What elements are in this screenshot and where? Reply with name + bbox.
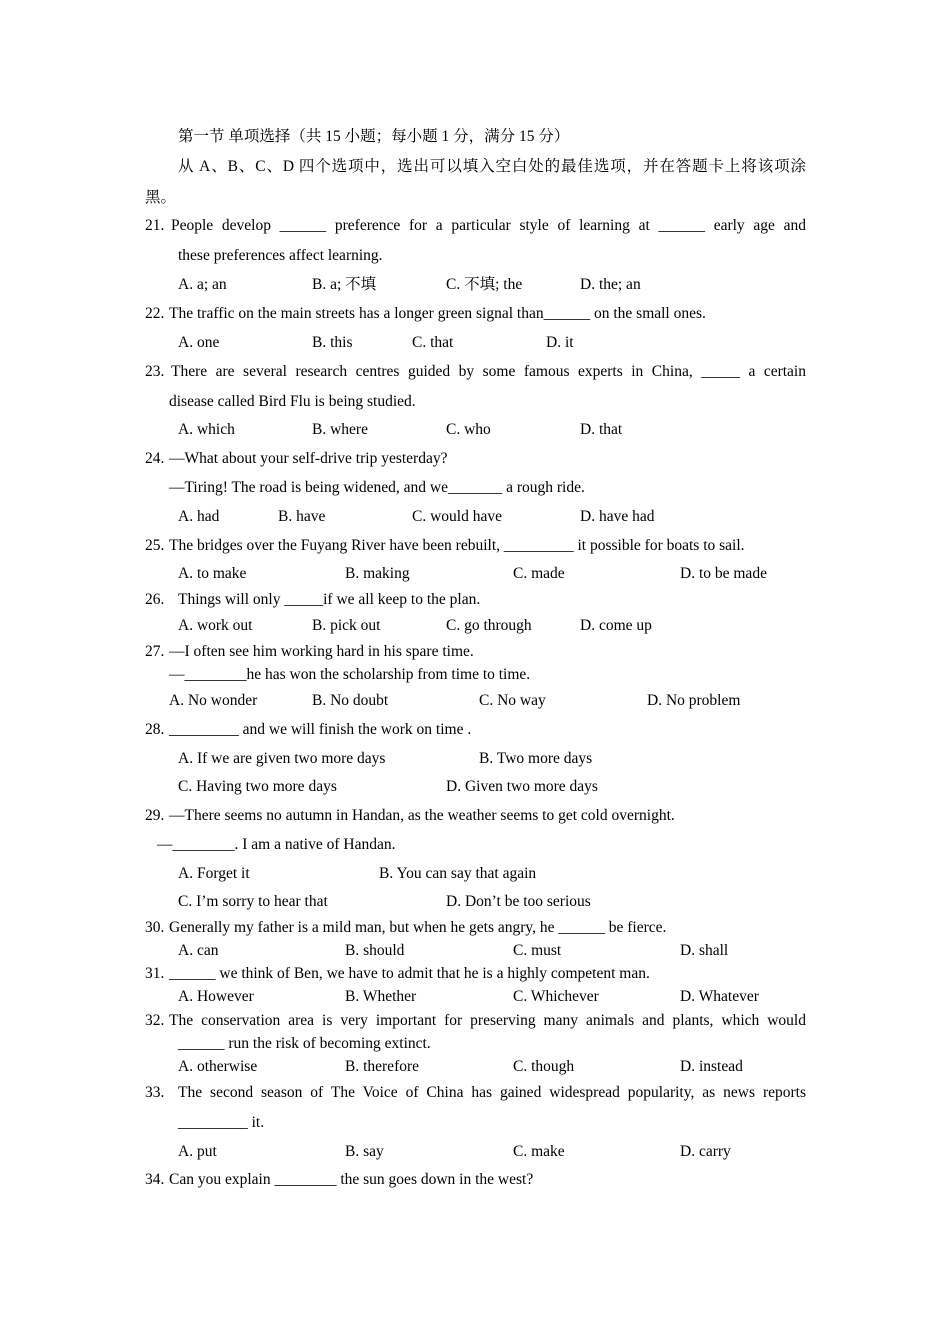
- option-d: D. Given two more days: [446, 778, 598, 795]
- option-d: D. carry: [680, 1143, 731, 1160]
- option-c: C. go through: [446, 617, 532, 634]
- option-a: A. to make: [178, 565, 247, 582]
- question-stem: —I often see him working hard in his spare time.: [169, 643, 474, 660]
- section-instruction-cont: 黑。: [145, 189, 177, 206]
- question-stem: ______ we think of Ben, we have to admit that he is a highly competent man.: [169, 965, 650, 982]
- question-stem: The traffic on the main streets has a longer green signal than______ on the small ones.: [169, 305, 706, 322]
- question-stem-cont: these preferences affect learning.: [178, 247, 383, 264]
- option-b: B. No doubt: [312, 692, 389, 709]
- option-d: D. Don’t be too serious: [446, 893, 591, 910]
- question-number: 22.: [145, 305, 165, 322]
- option-b: B. where: [312, 421, 368, 438]
- option-c: C. Whichever: [513, 988, 599, 1005]
- question-stem-cont: disease called Bird Flu is being studied.: [169, 393, 416, 410]
- question-stem: _________ and we will finish the work on time .: [169, 721, 472, 738]
- question-number: 27.: [145, 643, 165, 660]
- question-number: 23.: [145, 363, 165, 380]
- question-stem-cont: —Tiring! The road is being widened, and we_______ a rough ride.: [169, 479, 585, 496]
- option-a: A. can: [178, 942, 219, 959]
- question-stem-cont: —________he has won the scholarship from time to time.: [169, 666, 531, 683]
- option-c: C. Having two more days: [178, 778, 337, 795]
- option-c: C. I’m sorry to hear that: [178, 893, 328, 910]
- option-d: D. that: [580, 421, 623, 438]
- option-d: D. Whatever: [680, 988, 759, 1005]
- question-number: 32.: [145, 1012, 165, 1029]
- question-stem: Can you explain ________ the sun goes down in the west?: [169, 1171, 534, 1188]
- question-number: 34.: [145, 1171, 165, 1188]
- option-b: B. this: [312, 334, 353, 351]
- question-stem-cont: ______ run the risk of becoming extinct.: [178, 1035, 431, 1052]
- option-d: D. to be made: [680, 565, 767, 582]
- question-number: 25.: [145, 537, 165, 554]
- option-a: A. one: [178, 334, 220, 351]
- question-number: 24.: [145, 450, 165, 467]
- question-stem-cont: _________ it.: [178, 1114, 265, 1131]
- option-b: B. Whether: [345, 988, 417, 1005]
- question-stem: The bridges over the Fuyang River have been rebuilt, _________ it possible for boats to sail.: [169, 537, 745, 554]
- option-a: A. No wonder: [169, 692, 258, 709]
- option-c: C. No way: [479, 692, 546, 709]
- option-c: C. though: [513, 1058, 575, 1075]
- option-c: C. would have: [412, 508, 502, 525]
- question-number: 31.: [145, 965, 165, 982]
- option-a: A. had: [178, 508, 220, 525]
- question-stem: Things will only _____if we all keep to the plan.: [178, 591, 481, 608]
- option-b: B. making: [345, 565, 410, 582]
- option-c: C. made: [513, 565, 565, 582]
- option-b: B. pick out: [312, 617, 381, 634]
- question-stem: The conservation area is very important for preserving many animals and plants, which would: [169, 1012, 806, 1029]
- option-d: D. it: [546, 334, 574, 351]
- question-stem: People develop ______ preference for a particular style of learning at ______ early age and: [171, 217, 806, 234]
- question-stem: Generally my father is a mild man, but when he gets angry, he ______ be fierce.: [169, 919, 667, 936]
- section-heading: 第一节 单项选择（共 15 小题；每小题 1 分，满分 15 分）: [178, 128, 570, 145]
- question-stem-cont: —________. I am a native of Handan.: [157, 836, 396, 853]
- option-c: C. that: [412, 334, 454, 351]
- option-c: C. make: [513, 1143, 565, 1160]
- question-stem: —What about your self-drive trip yesterday?: [169, 450, 448, 467]
- question-stem: The second season of The Voice of China has gained widespread popularity, as news reports: [178, 1084, 806, 1101]
- question-number: 21.: [145, 217, 165, 234]
- section-instruction: 从 A、B、C、D 四个选项中，选出可以填入空白处的最佳选项，并在答题卡上将该项涂: [178, 158, 806, 175]
- option-d: D. the; an: [580, 276, 641, 293]
- option-c: C. who: [446, 421, 491, 438]
- option-b: B. a; 不填: [312, 276, 377, 293]
- option-c: C. 不填; the: [446, 276, 523, 293]
- option-a: A. put: [178, 1143, 217, 1160]
- question-stem: —There seems no autumn in Handan, as the weather seems to get cold overnight.: [169, 807, 675, 824]
- option-b: B. You can say that again: [379, 865, 537, 882]
- option-d: D. No problem: [647, 692, 741, 709]
- question-number: 33.: [145, 1084, 165, 1101]
- option-d: D. come up: [580, 617, 652, 634]
- option-b: B. should: [345, 942, 405, 959]
- option-d: D. shall: [680, 942, 729, 959]
- question-number: 26.: [145, 591, 165, 608]
- option-a: A. work out: [178, 617, 253, 634]
- option-a: A. However: [178, 988, 254, 1005]
- option-d: D. have had: [580, 508, 655, 525]
- option-a: A. which: [178, 421, 235, 438]
- question-number: 29.: [145, 807, 165, 824]
- question-number: 30.: [145, 919, 165, 936]
- option-b: B. therefore: [345, 1058, 420, 1075]
- option-a: A. Forget it: [178, 865, 250, 882]
- question-number: 28.: [145, 721, 165, 738]
- option-b: B. Two more days: [479, 750, 593, 767]
- option-d: D. instead: [680, 1058, 743, 1075]
- option-b: B. have: [278, 508, 326, 525]
- option-a: A. otherwise: [178, 1058, 258, 1075]
- option-b: B. say: [345, 1143, 384, 1160]
- question-stem: There are several research centres guided by some famous experts in China, _____ a certain: [171, 363, 806, 380]
- option-a: A. If we are given two more days: [178, 750, 386, 767]
- option-c: C. must: [513, 942, 562, 959]
- option-a: A. a; an: [178, 276, 227, 293]
